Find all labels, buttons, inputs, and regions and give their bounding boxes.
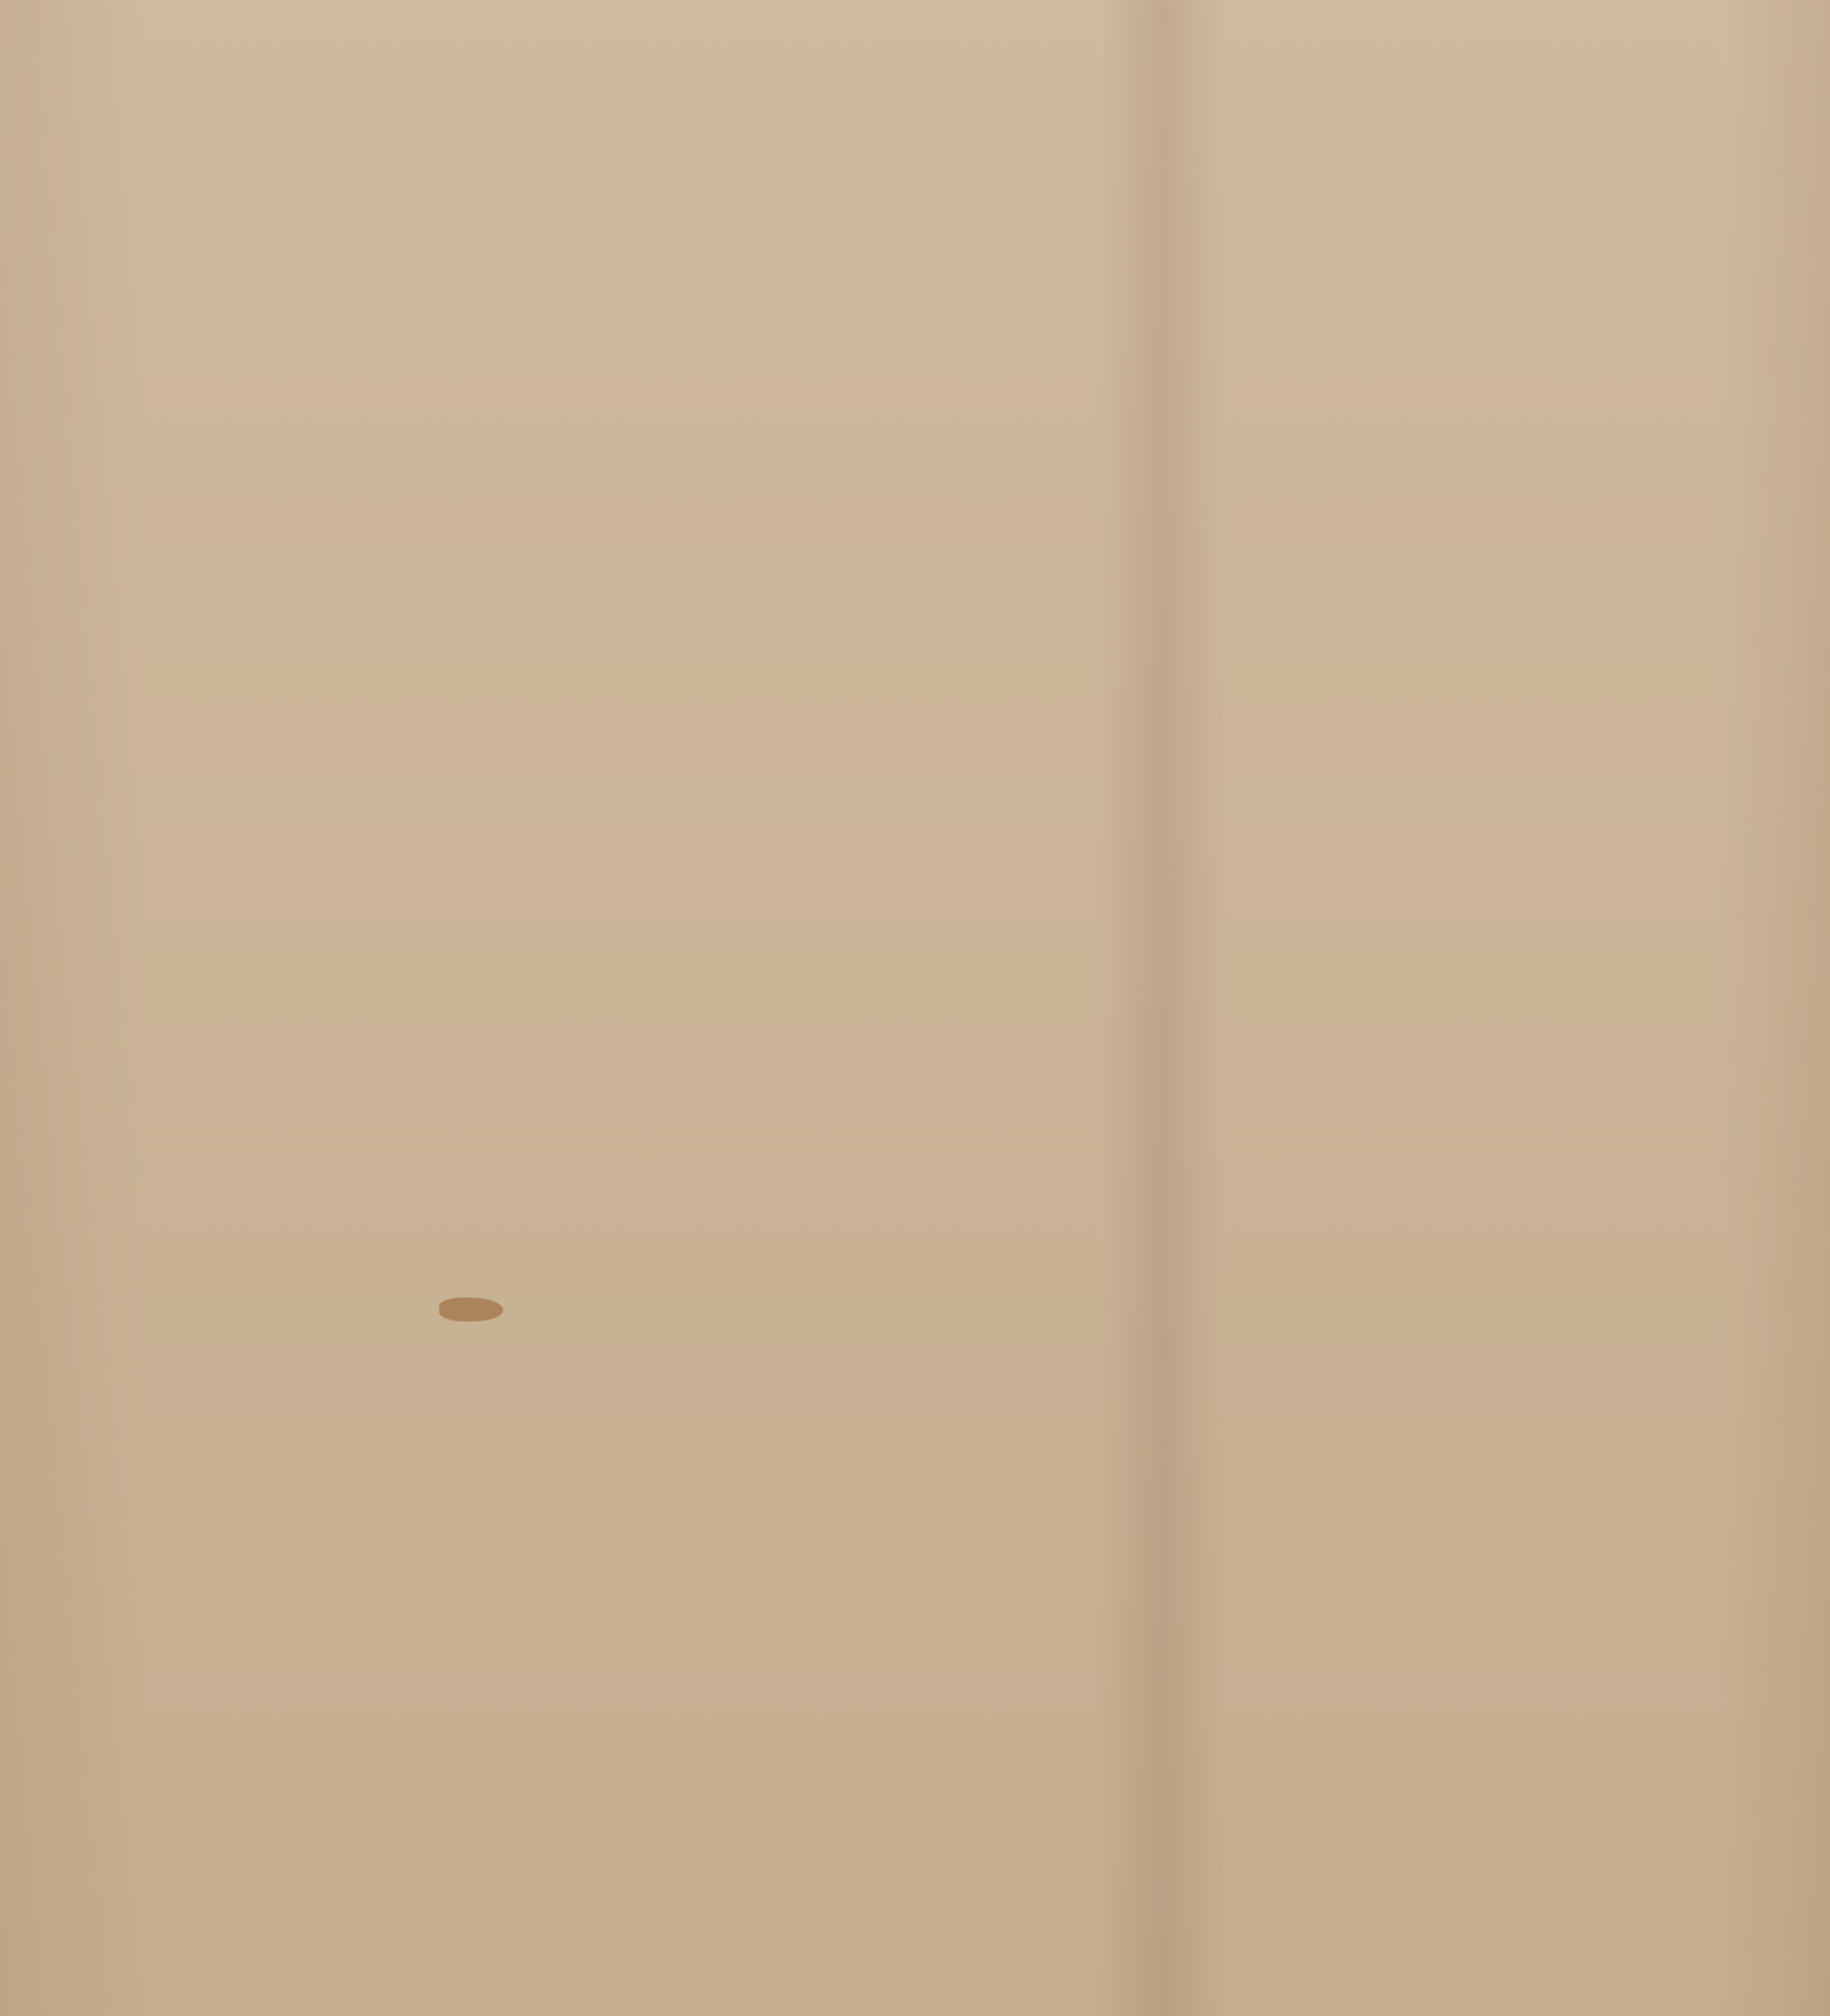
header-c17: [1421, 430, 1458, 517]
header-verheirathet: [752, 435, 772, 512]
header-verwittwet: [780, 435, 801, 512]
header-preussisch: [1184, 430, 1217, 517]
header-ledig: [728, 435, 748, 512]
header-c20: [1644, 416, 1672, 517]
header-c22: [1716, 430, 1743, 517]
paper-stain: [439, 1298, 503, 1321]
header-maennlich: [476, 430, 500, 508]
header-c19: [1594, 421, 1631, 517]
header-c23: [1749, 430, 1777, 517]
header-weiblich: [512, 430, 536, 508]
header-geschieden: [805, 435, 825, 512]
header-c16: [1370, 426, 1416, 517]
header-c21: [1682, 430, 1709, 517]
